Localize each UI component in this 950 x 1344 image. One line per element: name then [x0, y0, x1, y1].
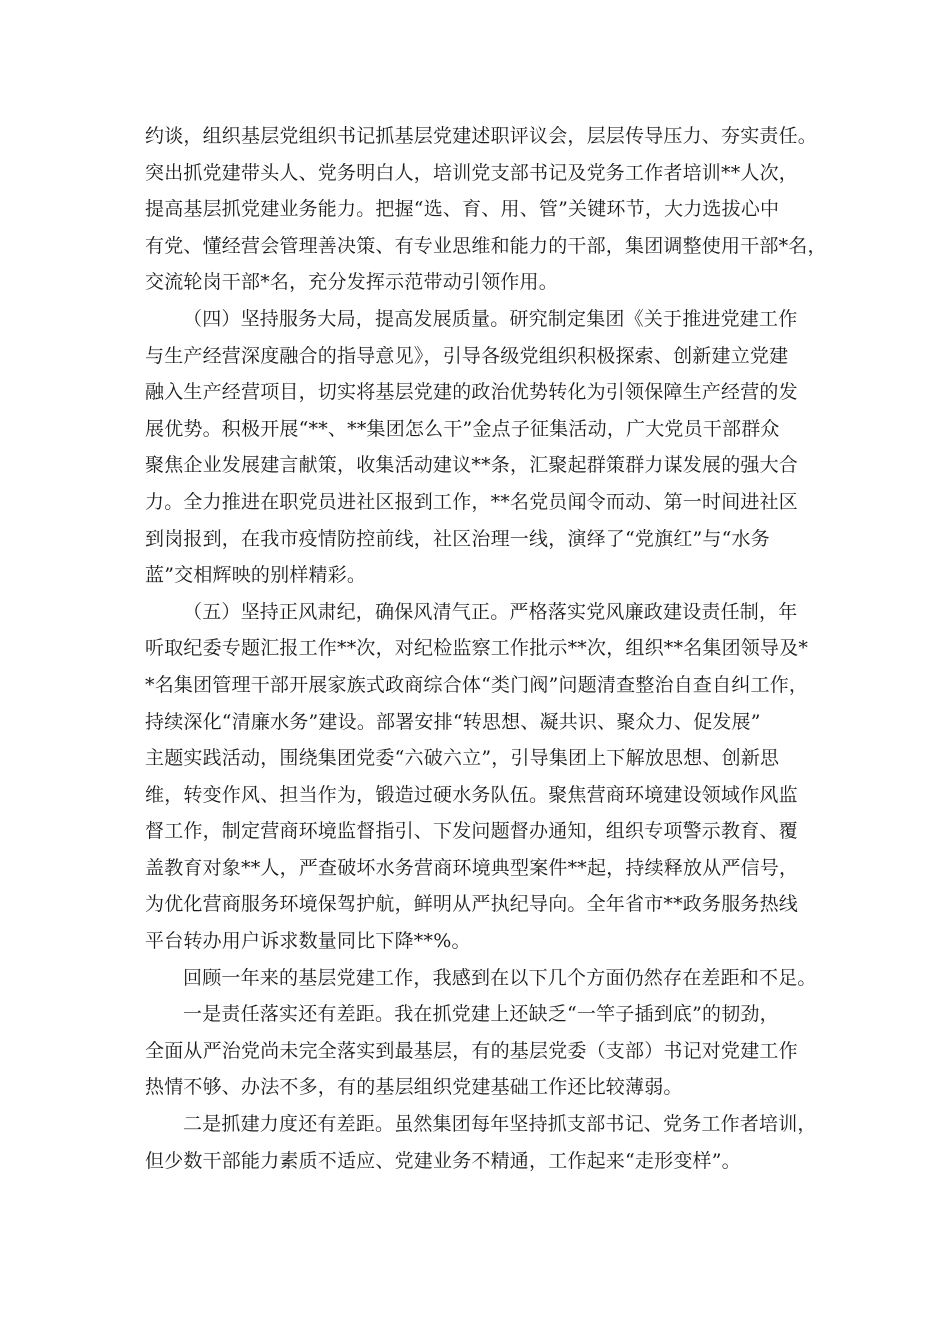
paragraph-line: 听取纪委专题汇报工作**次，对纪检监察工作批示**次，组织**名集团领导及*	[145, 637, 809, 660]
paragraph-first-line: 回顾一年来的基层党建工作，我感到在以下几个方面仍然存在差距和不足。	[183, 966, 817, 989]
paragraph-line: 但少数干部能力素质不适应、党建业务不精通，工作起来“走形变样”。	[145, 1149, 741, 1172]
paragraph-line: 展优势。积极开展“**、**集团怎么干”金点子征集活动，广大党员干部群众	[145, 417, 780, 440]
paragraph-first-line: （四）坚持服务大局，提高发展质量。研究制定集团《关于推进党建工作	[183, 307, 798, 330]
paragraph-line: 提高基层抓党建业务能力。把握“选、育、用、管”关键环节，大力选拔心中	[145, 198, 780, 221]
paragraph-line: 持续深化“清廉水务”建设。部署安排“转思想、凝共识、聚众力、促发展”	[145, 710, 761, 733]
paragraph-line: 力。全力推进在职党员进社区报到工作，**名党员闻令而动、第一时间进社区	[145, 490, 799, 513]
paragraph-line: 约谈，组织基层党组织书记抓基层党建述职评议会，层层传导压力、夯实责任。	[145, 125, 818, 147]
paragraph-line: 维，转变作风、担当作为，锻造过硬水务队伍。聚焦营商环境建设领域作风监	[145, 783, 798, 806]
paragraph-first-line: 二是抓建力度还有差距。虽然集团每年坚持抓支部书记、党务工作者培训，	[183, 1113, 817, 1136]
paragraph-line: 全面从严治党尚未完全落实到最基层，有的基层党委（支部）书记对党建工作	[145, 1039, 798, 1062]
paragraph-line: 热情不够、办法不多，有的基层组织党建基础工作还比较薄弱。	[145, 1076, 683, 1099]
paragraph-first-line: 一是责任落实还有差距。我在抓党建上还缺乏“一竿子插到底”的韧劲，	[183, 1003, 779, 1026]
paragraph-line: 聚焦企业发展建言献策，收集活动建议**条，汇聚起群策群力谋发展的强大合	[145, 454, 799, 477]
paragraph-line: 主题实践活动，围绕集团党委“六破六立”，引导集团上下解放思想、创新思	[145, 747, 780, 770]
paragraph-line: 与生产经营深度融合的指导意见》，引导各级党组织积极探索、创新建立党建	[145, 344, 789, 367]
paragraph-line: 平台转办用户诉求数量同比下降**%。	[145, 930, 471, 953]
paragraph-first-line: （五）坚持正风肃纪，确保风清气正。严格落实党风廉政建设责任制，年	[183, 600, 798, 623]
paragraph-line: 督工作，制定营商环境监督指引、下发问题督办通知，组织专项警示教育、覆	[145, 820, 798, 843]
paragraph-line: 交流轮岗干部*名，充分发挥示范带动引领作用。	[145, 271, 558, 294]
paragraph-line: 突出抓党建带头人、党务明白人，培训党支部书记及党务工作者培训**人次，	[145, 161, 799, 184]
paragraph-line: 为优化营商服务环境保驾护航，鲜明从严执纪导向。全年省市**政务服务热线	[145, 893, 799, 916]
paragraph-line: 融入生产经营项目，切实将基层党建的政治优势转化为引领保障生产经营的发	[145, 381, 798, 404]
paragraph-line: 有党、懂经营会管理善决策、有专业思维和能力的干部，集团调整使用干部*名，	[145, 234, 827, 257]
paragraph-line: 蓝”交相辉映的别样精彩。	[145, 564, 367, 587]
paragraph-line: 盖教育对象**人，严查破坏水务营商环境典型案件**起，持续释放从严信号，	[145, 856, 799, 879]
paragraph-line: 到岗报到，在我市疫情防控前线，社区治理一线，演绎了“党旗红”与“水务	[145, 527, 770, 550]
document-body	[145, 118, 827, 1179]
paragraph-line: *名集团管理干部开展家族式政商综合体“类门阀”问题清查整治自查自纠工作，	[145, 673, 809, 696]
